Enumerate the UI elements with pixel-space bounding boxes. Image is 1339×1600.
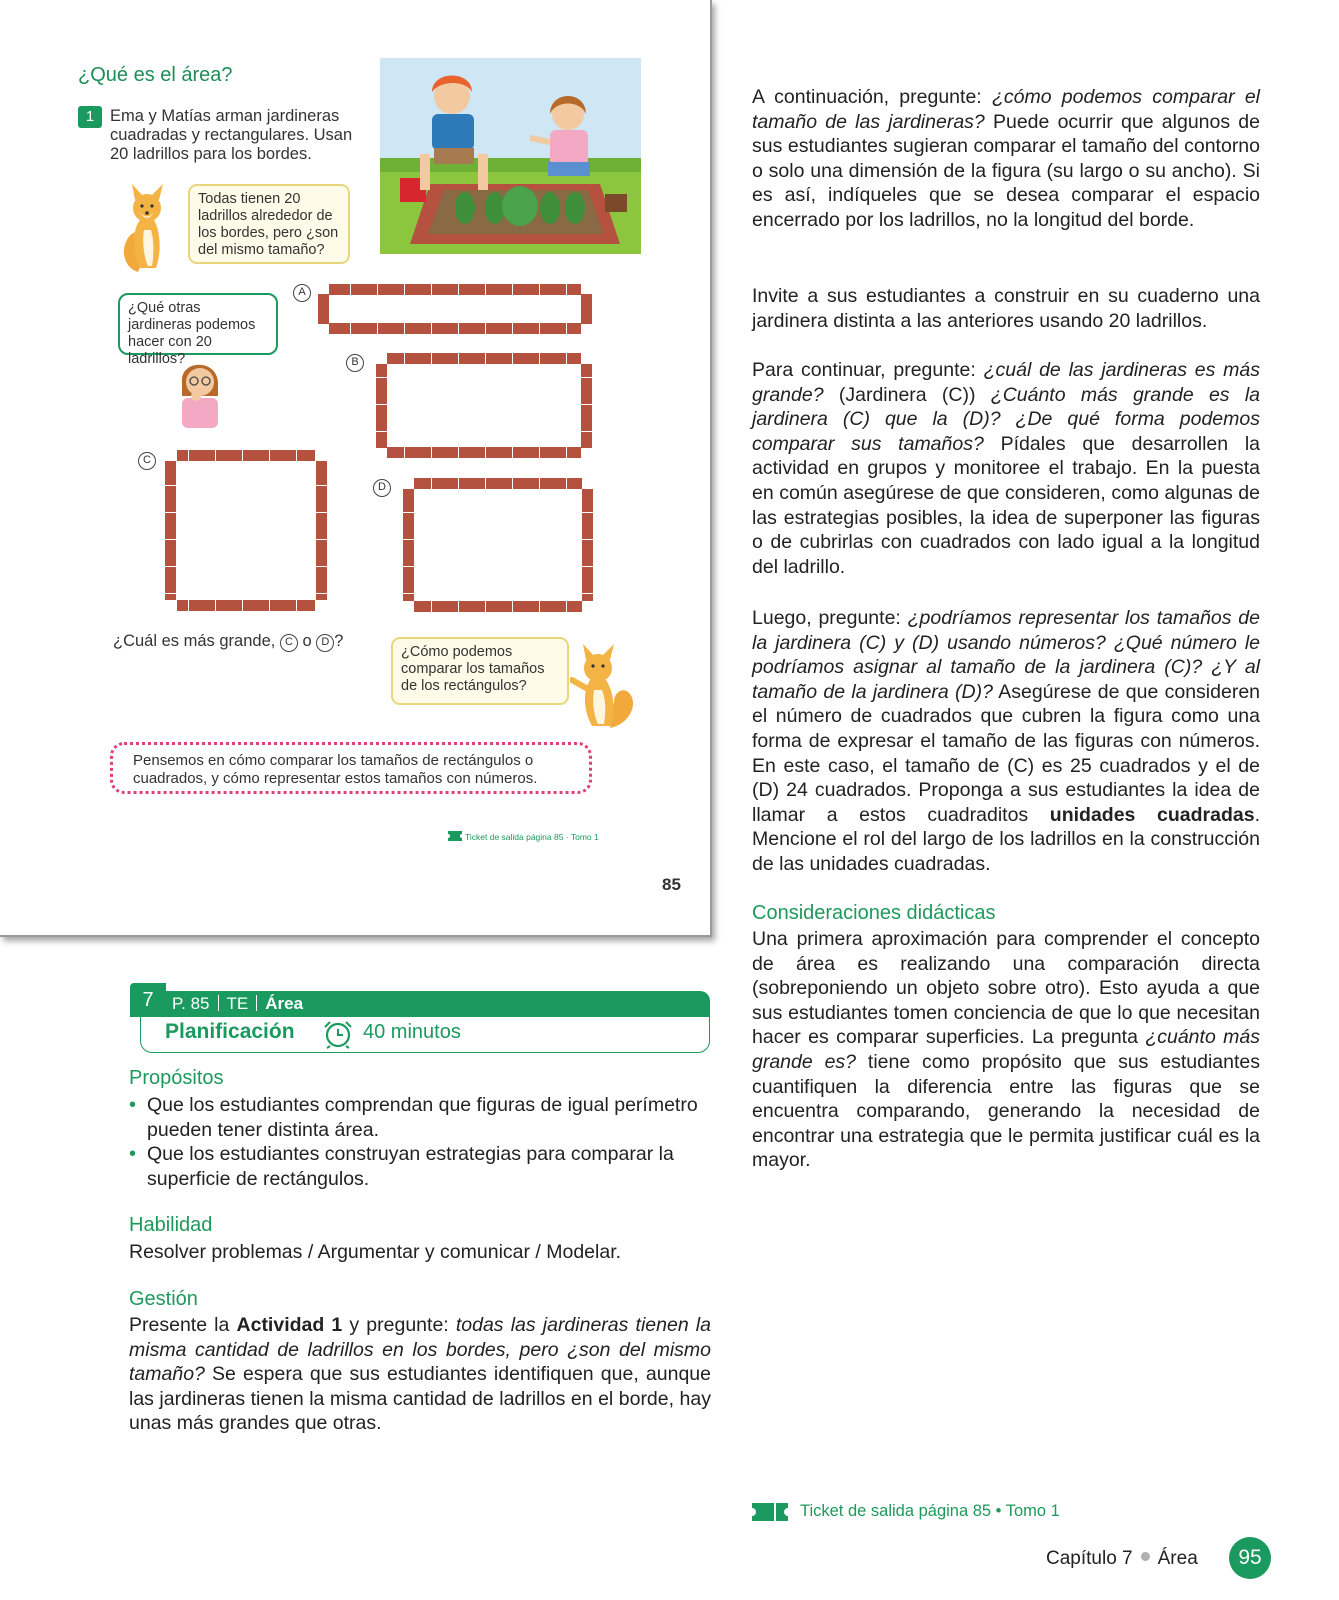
student-page-thumbnail [0,0,712,937]
frame-a [318,284,592,334]
habilidad-heading: Habilidad [129,1214,213,1236]
chapter-label: Capítulo 7 Área [1046,1548,1198,1569]
gestion-text: Presente la Actividad 1 y pregunte: todas las jardineras tienen la misma cantidad de ladrillos en los bordes, pero ¿son del mismo tamaño? Se espera que sus estudiantes identifiquen que, aunque las jardineras tienen la misma cantidad de ladrillos en el borde, hay unas más grandes que otras. [129,1314,711,1435]
consideraciones-heading: Consideraciones didácticas [752,902,996,924]
brick-frames-figure [0,0,712,937]
paragraph-invite: Invite a sus estudiantes a construir en su cuaderno una jardinera distinta a las anteriores usando 20 ladrillos. [752,285,1260,332]
planning-box [140,1017,710,1053]
dotted-reflection-box: Pensemos en cómo comparar los tamaños de rectángulos o cuadrados, y cómo representar estos tamaños con números. [110,742,592,794]
ticket-icon [752,1503,788,1521]
duration-minutes: 40 minutos [363,1021,461,1043]
fox-speech-bubble-2: ¿Cómo podemos comparar los tamaños de los rectángulos? [391,637,569,705]
chapter-number-tab: 7 [130,983,166,1017]
paragraph-continue: Para continuar, pregunte: ¿cuál de las jardineras es más grande? (Jardinera (C)) ¿Cuánto más grande es la jardinera (C) que la (D)? ¿De qué forma podemos comparar sus tamaños? Pídales que desarrollen la actividad en grupos y monitoree el trabajo. En la puesta en común asegúrese de que consideren, como algunas de las estrategias posibles, la idea de superponer las figuras o de cubrirlas con cuadrados con lado igual a la longitud del ladrillo. [752,359,1261,578]
problem-text: Ema y Matías arman jardineras cuadradas y rectangulares. Usan 20 ladrillos para los bordes. [110,107,353,163]
alarm-clock-icon [321,1019,355,1049]
gestion-heading: Gestión [129,1288,198,1310]
paragraph-consideraciones: Una primera aproximación para comprender el concepto de área es realizando una comparación directa (sobreponiendo un objeto sobre otro). Esto ayuda a que sus estudiantes tomen conciencia de que lo que necesitan hacer es comparar superficies. La pregunta ¿cuánto más grande es? tiene como propósito que sus estudiantes cuantifiquen la diferencia entre las figuras que se encuentra comparando, generando la necesidad de encontrar una estrategia que le permita justificar cuál es la mayor. [752,928,1261,1172]
ticket-icon [448,831,462,841]
label-a: A [293,284,311,302]
planning-header [130,983,710,1053]
fox-pointing-icon [570,640,640,730]
frame-c [165,450,327,611]
list-item: • Que los estudiantes construyan estrategias para comparar la superficie de rectángulos. [129,1142,707,1191]
girl-speech-bubble: ¿Qué otras jardineras podemos hacer con 20 ladrillos? [118,293,278,355]
student-page-title: ¿Qué es el área? [78,64,233,86]
habilidad-text: Resolver problemas / Argumentar y comunicar / Modelar. [129,1241,622,1263]
page-number-badge: 95 [1229,1537,1271,1579]
list-item: • Que los estudiantes comprendan que figuras de igual perímetro pueden tener distinta área. [129,1093,707,1142]
propositos-list [129,1093,707,1191]
student-ticket-note: Ticket de salida página 85 · Tomo 1 [465,832,599,842]
student-page-number: 85 [662,875,681,894]
label-d: D [373,479,391,497]
paragraph-numbers: Luego, pregunte: ¿podríamos representar los tamaños de la jardinera (C) y (D) usando números? ¿Qué número le podríamos asignar al tamaño de la jardinera (C)? ¿Y al tamaño de la jardinera (D)? Asegúrese de que consideren el número de cuadrados que cubren la figura como una forma de expresar el tamaño de las figuras con números. En este caso, el tamaño de (C) es 25 cuadrados y el de (D) 24 cuadrados. Proponga a sus estudiantes la idea de llamar a estos cuadraditos unidades cuadradas. Mencione el rol del largo de los ladrillos en la construcción de las unidades cuadradas. [752,607,1261,875]
propositos-heading: Propósitos [129,1067,224,1089]
comparison-question: ¿Cuál es más grande, C o D ? [113,632,344,650]
label-c: C [138,452,156,470]
problem-number: 1 [78,106,102,128]
label-b: B [346,354,364,372]
planning-bar: P. 85 TE Área [166,991,710,1017]
frame-b [376,353,592,458]
frame-d [403,478,593,612]
paragraph-compare: A continuación, pregunte: ¿cómo podemos comparar el tamaño de las jardineras? Puede ocurrir que algunos de sus estudiantes sugieran comparar el tamaño del contorno o solo una dimensión de la figura (su largo o su ancho). Si es así, indíqueles que se desea comparar el espacio encerrado por los ladrillos, no la longitud del borde. [752,86,1260,231]
planning-label: Planificación [165,1020,295,1043]
ticket-footer: Ticket de salida página 85 • Tomo 1 [800,1502,1060,1520]
fox-speech-bubble: Todas tienen 20 ladrillos alrededor de los bordes, pero ¿son del mismo tamaño? [188,184,350,264]
